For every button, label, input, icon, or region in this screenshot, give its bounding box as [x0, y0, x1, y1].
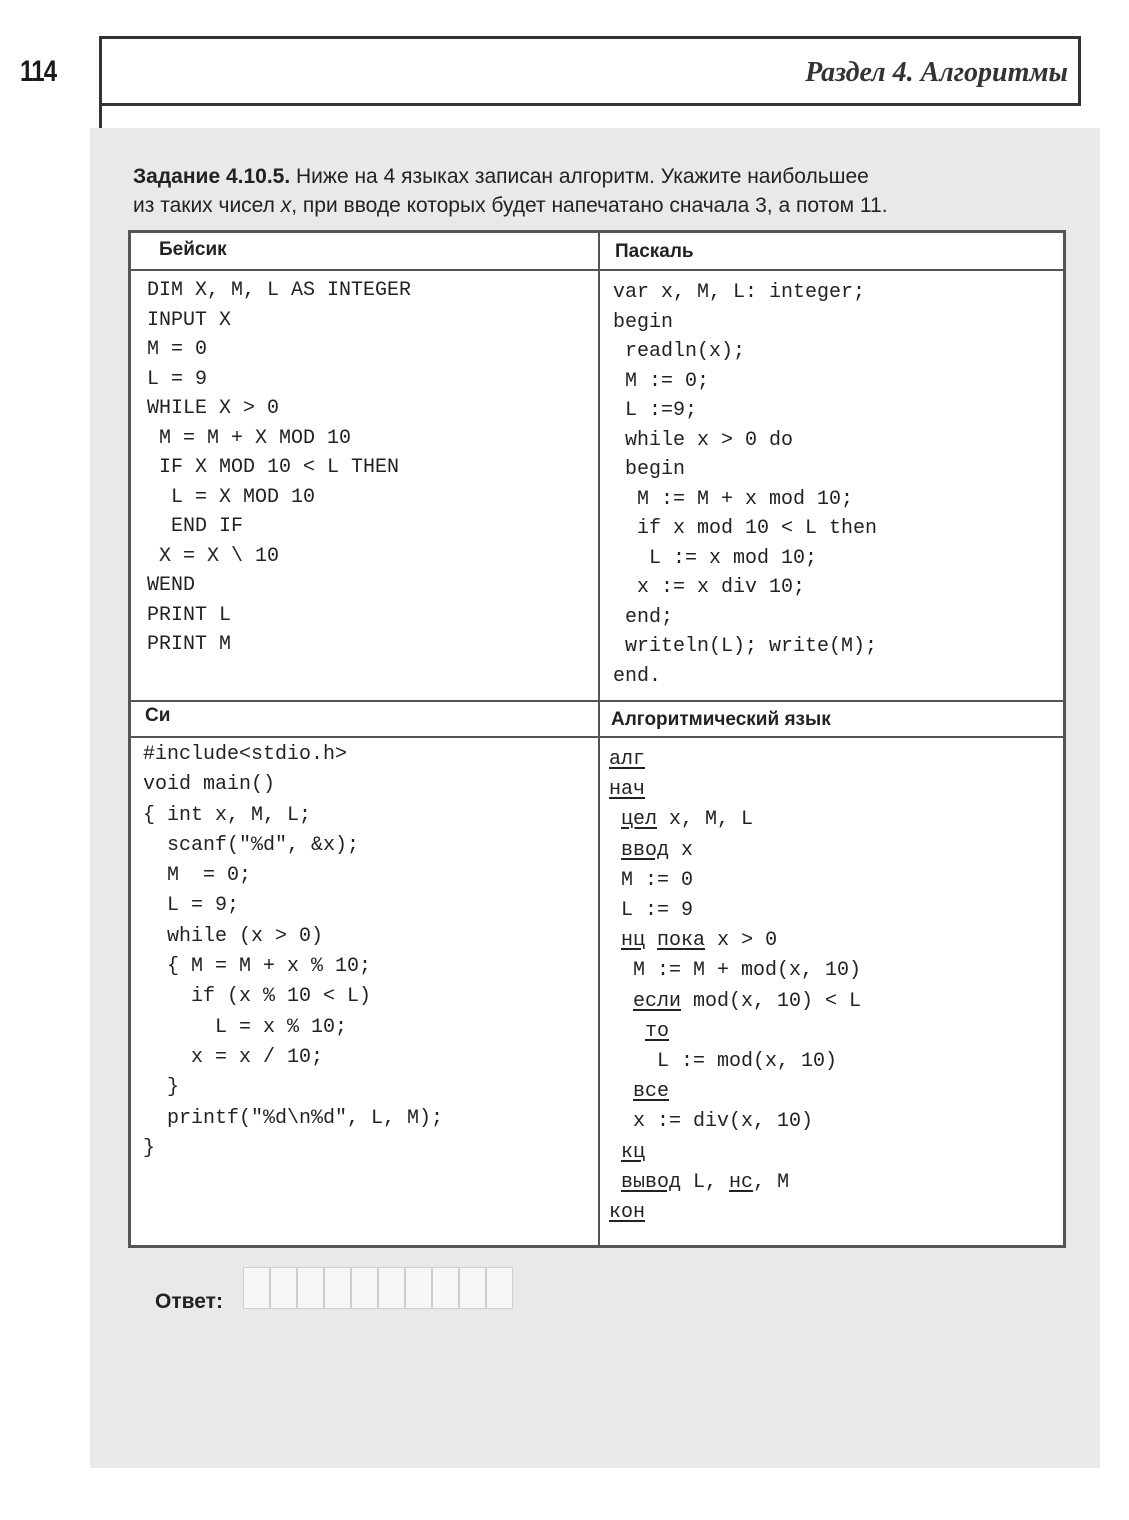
code-line — [609, 956, 861, 986]
code-line: M = 0 — [147, 338, 208, 361]
code-line: begin — [613, 458, 686, 481]
code-line: void main() — [143, 773, 276, 797]
code-line: scanf("%d", &x); — [143, 833, 360, 857]
code-line: L = X MOD 10 — [147, 485, 316, 509]
code-line: { M = M + x % 10; — [143, 955, 372, 979]
code-line: { int x, M, L; — [143, 803, 312, 827]
keyword: ввод — [621, 838, 670, 862]
answer-cell[interactable] — [297, 1267, 324, 1309]
answer-cell[interactable] — [351, 1267, 378, 1309]
code-line — [609, 896, 861, 926]
code-line: PRINT L — [147, 603, 232, 627]
code-line: } — [143, 1076, 180, 1100]
answer-cell[interactable] — [270, 1267, 297, 1309]
keyword: нач — [609, 778, 646, 802]
code-line: M = M + X MOD 10 — [147, 426, 352, 450]
code-line: INPUT X — [147, 308, 232, 332]
code-line: END IF — [147, 515, 244, 538]
code-line: begin — [613, 310, 674, 334]
code-line: DIM X, M, L AS INTEGER — [147, 279, 412, 302]
code-text: x := div(x, 10) — [633, 1110, 814, 1134]
row-divider — [131, 700, 1063, 702]
answer-cell[interactable] — [243, 1267, 270, 1309]
code-table — [128, 230, 1066, 1248]
code-line: writeln(L); write(M); — [613, 635, 878, 658]
code-line — [609, 987, 861, 1017]
header-divider-bottom — [131, 736, 1063, 738]
c-header: Си — [145, 705, 171, 726]
code-line: if x mod 10 < L then — [613, 517, 878, 540]
code-line — [609, 866, 861, 896]
code-line: PRINT M — [147, 633, 232, 656]
code-text: L := 9 — [621, 899, 694, 923]
code-line — [609, 1107, 861, 1137]
task-line2-post: , при вводе которых будет напечатано сначала 3, а потом 11. — [291, 194, 888, 217]
task-variable: x — [280, 194, 292, 217]
code-line — [609, 1198, 861, 1228]
code-line: x = x / 10; — [143, 1045, 324, 1069]
code-line: if (x % 10 < L) — [143, 985, 372, 1009]
code-line: WHILE X > 0 — [147, 397, 280, 420]
task-statement — [133, 162, 1073, 220]
code-line: end. — [613, 664, 662, 688]
code-line: end; — [613, 605, 674, 629]
code-line: } — [143, 1136, 156, 1160]
keyword: кц — [621, 1140, 646, 1164]
header-rule — [99, 106, 102, 128]
code-line: L = 9 — [147, 367, 208, 391]
answer-cell[interactable] — [378, 1267, 405, 1309]
answer-cell[interactable] — [459, 1267, 486, 1309]
keyword: нц — [621, 929, 646, 953]
code-line: while x > 0 do — [613, 428, 794, 452]
code-line: WEND — [147, 574, 196, 597]
keyword: алг — [609, 748, 646, 771]
answer-cell[interactable] — [432, 1267, 459, 1309]
code-line: L :=9; — [613, 399, 698, 422]
code-line — [609, 1017, 861, 1047]
c-code — [143, 740, 443, 1164]
code-line — [609, 926, 861, 956]
section-title: Раздел 4. Алгоритмы — [805, 57, 1068, 88]
code-line: printf("%d\n%d", L, M); — [143, 1106, 444, 1130]
answer-cell[interactable] — [405, 1267, 432, 1309]
pascal-header: Паскаль — [615, 241, 694, 262]
code-line: x := x div 10; — [613, 576, 806, 599]
keyword: все — [633, 1080, 670, 1104]
task-line2-pre: из таких чисел — [133, 194, 281, 217]
code-text: L := mod(x, 10) — [657, 1050, 838, 1074]
code-line: IF X MOD 10 < L THEN — [147, 456, 400, 479]
algo-code — [609, 745, 861, 1228]
code-line: #include<stdio.h> — [143, 743, 348, 766]
code-line — [609, 836, 861, 866]
header-divider-top — [131, 269, 1063, 271]
keyword: вывод — [621, 1170, 682, 1194]
keyword: если — [633, 989, 682, 1013]
code-text: mod(x, 10) < L — [681, 989, 862, 1013]
code-text: x > 0 — [705, 929, 778, 953]
code-line: L = 9; — [143, 894, 240, 918]
code-line — [609, 1077, 861, 1107]
column-divider — [598, 233, 600, 1245]
answer-field[interactable] — [243, 1267, 513, 1309]
code-text — [645, 929, 657, 952]
code-text: L, — [681, 1170, 730, 1194]
code-line — [609, 775, 861, 805]
running-header — [99, 36, 1081, 106]
code-line: M := M + x mod 10; — [613, 487, 854, 511]
code-text: x, M, L — [657, 808, 754, 832]
code-line: L := x mod 10; — [613, 546, 818, 570]
code-line: M := 0; — [613, 369, 710, 393]
code-text: M := M + mod(x, 10) — [633, 959, 862, 983]
page-number: 114 — [20, 55, 57, 88]
basic-code — [147, 276, 411, 660]
code-line: readln(x); — [613, 340, 746, 363]
answer-cell[interactable] — [486, 1267, 513, 1309]
task-line1: Ниже на 4 языках записан алгоритм. Укажите наибольшее — [290, 165, 869, 188]
code-line: while (x > 0) — [143, 924, 324, 948]
keyword: нс — [729, 1170, 754, 1194]
code-line: var x, M, L: integer; — [613, 281, 866, 304]
code-line: X = X \ 10 — [147, 544, 280, 568]
algo-header: Алгоритмический язык — [611, 709, 831, 730]
code-line — [609, 805, 861, 835]
task-label: Задание 4.10.5. — [133, 165, 291, 188]
code-text: , M — [753, 1170, 790, 1194]
code-line — [609, 1138, 861, 1168]
keyword: пока — [657, 929, 706, 953]
keyword: то — [645, 1019, 670, 1043]
basic-header: Бейсик — [159, 239, 227, 260]
code-line: L = x % 10; — [143, 1015, 348, 1039]
code-line — [609, 1047, 861, 1077]
keyword: цел — [621, 808, 658, 832]
code-line: M = 0; — [143, 864, 252, 888]
keyword: кон — [609, 1201, 646, 1225]
pascal-code — [613, 278, 877, 691]
code-line — [609, 1168, 861, 1198]
code-line — [609, 745, 861, 775]
code-text: x — [669, 838, 694, 862]
answer-cell[interactable] — [324, 1267, 351, 1309]
answer-label: Ответ: — [155, 1290, 223, 1313]
code-text: M := 0 — [621, 868, 694, 892]
